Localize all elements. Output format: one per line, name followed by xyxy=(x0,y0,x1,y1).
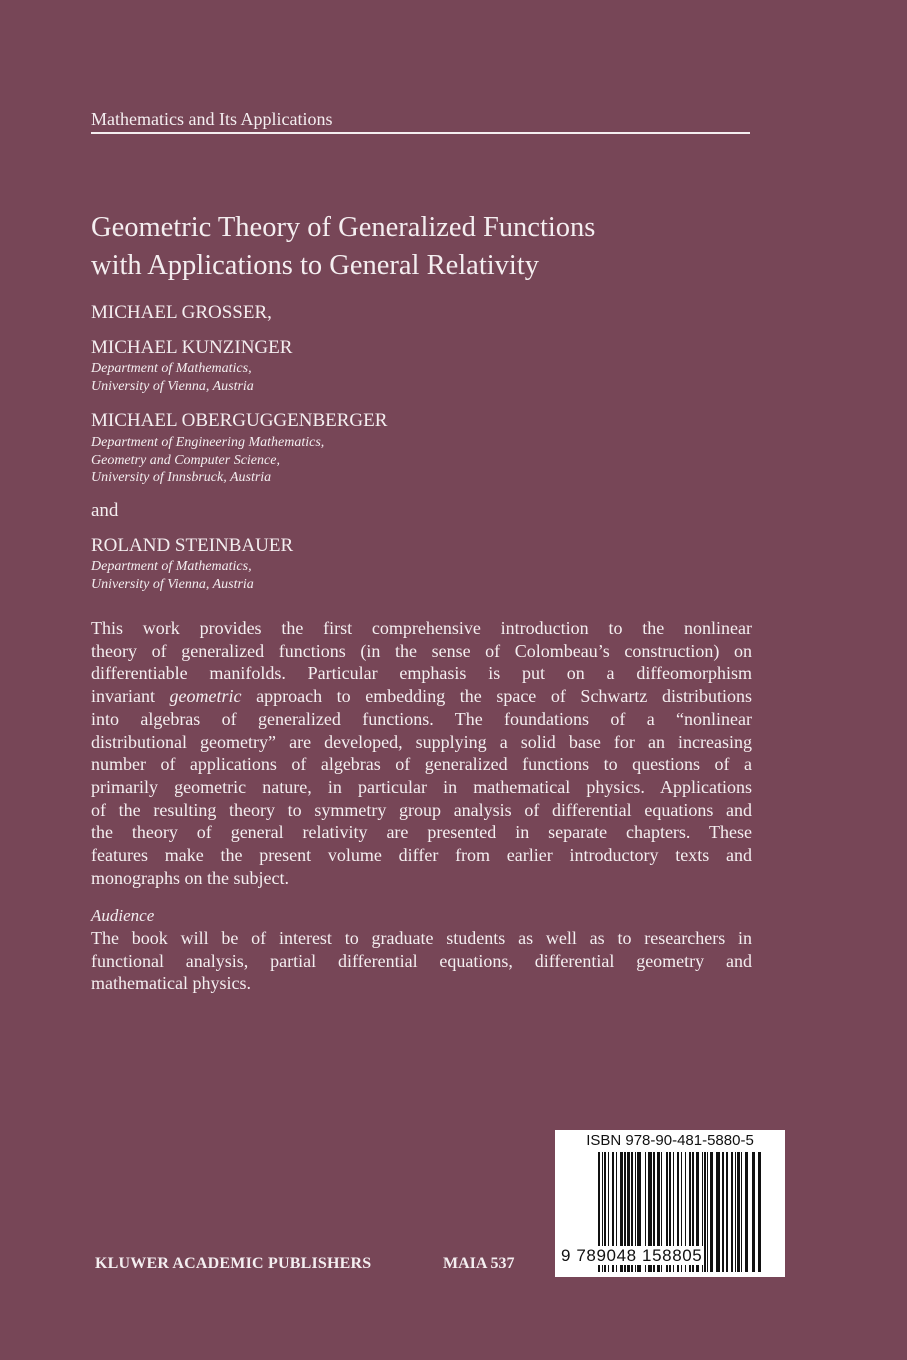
description xyxy=(91,617,752,889)
ean-number xyxy=(560,1246,703,1266)
isbn-barcode xyxy=(555,1130,785,1277)
author-name: MICHAEL GROSSER, xyxy=(91,302,272,323)
barcode-bar xyxy=(716,1152,720,1272)
audience-line: The book will be of interest to graduate students as well as to researchers in xyxy=(91,928,752,948)
affiliation-line: University of Vienna, Austria xyxy=(91,378,254,394)
barcode-bar xyxy=(741,1152,742,1272)
series-title: Mathematics and Its Applications xyxy=(91,109,333,129)
description-line: into algebras of generalized functions. The foundations of a “nonlinear xyxy=(91,708,752,729)
barcode-bar xyxy=(745,1152,748,1272)
barcode-bar xyxy=(737,1152,740,1272)
description-line: the theory of general relativity are presented in separate chapters. These xyxy=(91,822,752,843)
description-line: This work provides the first comprehensive introduction to the nonlinear xyxy=(91,618,752,638)
barcode-bar xyxy=(735,1152,736,1272)
author-name: MICHAEL KUNZINGER xyxy=(91,337,293,358)
series-number: MAIA 537 xyxy=(443,1255,515,1272)
description-line: distributional geometry” are developed, supplying a solid base for an increasing xyxy=(91,731,752,752)
barcode-bar xyxy=(722,1152,724,1272)
series-rule xyxy=(91,132,750,134)
audience-text xyxy=(91,927,752,995)
author-affiliation xyxy=(91,434,324,487)
emphasis: geometric xyxy=(169,686,242,707)
text-segment: approach to embedding the space of Schwartz distributions xyxy=(241,686,752,707)
audience-heading: Audience xyxy=(91,906,155,925)
text-segment: invariant xyxy=(91,686,170,707)
affiliation-line: Geometry and Computer Science, xyxy=(91,452,280,468)
affiliation-line: Department of Mathematics, xyxy=(91,559,252,574)
publisher-name: KLUWER ACADEMIC PUBLISHERS xyxy=(95,1255,372,1272)
barcode-bar xyxy=(758,1152,761,1272)
affiliation-line: Department of Mathematics, xyxy=(91,361,252,376)
description-line: of the resulting theory to symmetry group analysis of differential equations and xyxy=(91,799,752,820)
author-affiliation xyxy=(91,360,254,395)
barcode-bar xyxy=(731,1152,733,1272)
ean-digits: 9 789048 158805 xyxy=(561,1246,703,1265)
barcode-bar xyxy=(710,1152,713,1272)
barcode-bar xyxy=(707,1152,708,1272)
barcode-bar xyxy=(752,1152,755,1272)
book-title-line-2: with Applications to General Relativity xyxy=(91,250,539,281)
description-line: differentiable manifolds. Particular emphasis is put on a diffeomorphism xyxy=(91,663,752,684)
description-line: features make the present volume differ from earlier introductory texts and xyxy=(91,845,752,866)
affiliation-line: Department of Engineering Mathematics, xyxy=(91,435,325,450)
description-line: theory of generalized functions (in the sense of Colombeau’s construction) on xyxy=(91,640,752,661)
conjunction: and xyxy=(91,500,119,521)
description-line: number of applications of algebras of generalized functions to questions of a xyxy=(91,754,752,775)
barcode-bar xyxy=(726,1152,728,1272)
book-title-line-1: Geometric Theory of Generalized Functions xyxy=(91,212,596,243)
barcode-bar xyxy=(704,1152,706,1272)
audience-line: mathematical physics. xyxy=(91,973,251,994)
isbn-text: ISBN 978-90-481-5880-5 xyxy=(586,1132,754,1149)
author-name: MICHAEL OBERGUGGENBERGER xyxy=(91,410,388,431)
description-line: primarily geometric nature, in particular in mathematical physics. Applications xyxy=(91,776,752,797)
author-affiliation xyxy=(91,558,254,593)
audience-line: functional analysis, partial differential equations, differential geometry and xyxy=(91,950,752,971)
affiliation-line: University of Vienna, Austria xyxy=(91,576,254,592)
affiliation-line: University of Innsbruck, Austria xyxy=(91,470,272,485)
description-line xyxy=(91,685,752,708)
description-line: monographs on the subject. xyxy=(91,867,289,888)
author-name: ROLAND STEINBAUER xyxy=(91,535,294,556)
